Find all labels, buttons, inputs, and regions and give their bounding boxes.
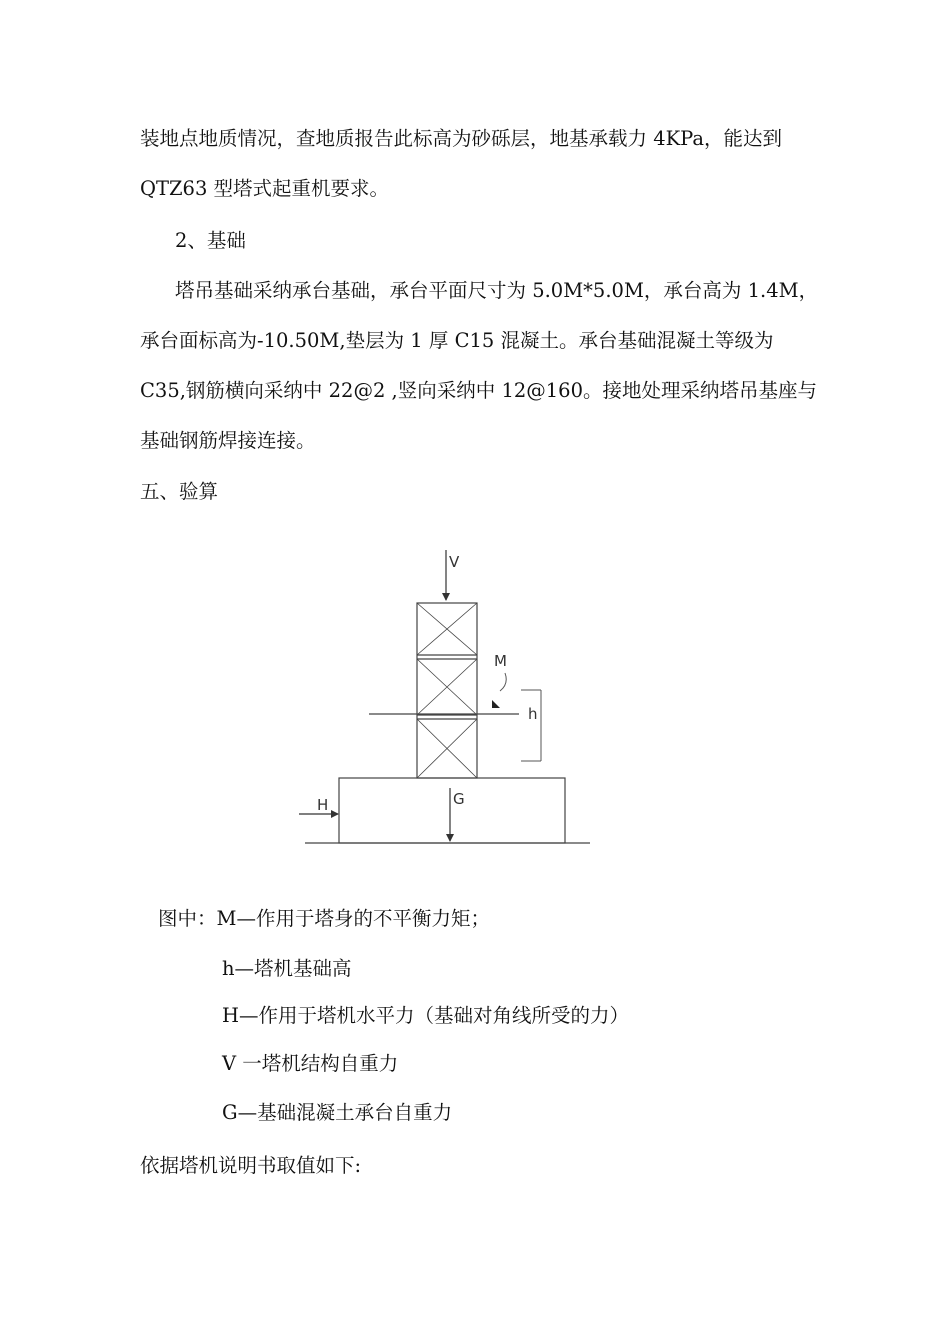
tower-crane-foundation-diagram bbox=[295, 548, 595, 848]
label-h-large: H bbox=[317, 796, 329, 814]
section-heading-foundation: 2、基础 bbox=[175, 229, 246, 252]
legend-item-G: G—基础混凝土承台自重力 bbox=[222, 1101, 453, 1124]
diagram-svg bbox=[295, 548, 595, 848]
section-heading-check: 五、验算 bbox=[140, 480, 219, 503]
paragraph-line: C35,钢筋横向采纳中 22@2 ,竖向采纳中 12@160。接地处理采纳塔吊基座与 bbox=[140, 379, 817, 402]
legend-item-h: h—塔机基础高 bbox=[222, 957, 352, 980]
h-dimension bbox=[521, 690, 541, 761]
paragraph-line: 基础钢筋焊接连接。 bbox=[140, 429, 316, 452]
foundation-cap bbox=[339, 778, 565, 843]
label-v: V bbox=[449, 553, 460, 571]
label-m: M bbox=[494, 652, 507, 670]
closing-line: 依据塔机说明书取值如下: bbox=[140, 1154, 362, 1177]
legend-item-H: H—作用于塔机水平力（基础对角线所受的力） bbox=[222, 1004, 630, 1027]
moment-curve bbox=[500, 673, 506, 691]
tower-mast bbox=[417, 603, 477, 778]
paragraph-line: 装地点地质情况，查地质报告此标高为砂砾层，地基承载力 4KPa，能达到 bbox=[140, 127, 783, 150]
legend-intro: 图中：M—作用于塔身的不平衡力矩； bbox=[158, 907, 490, 930]
paragraph-line: 塔吊基础采纳承台基础，承台平面尺寸为 5.0M*5.0M，承台高为 1.4M， bbox=[175, 279, 819, 302]
paragraph-line: 承台面标高为-10.50M,垫层为 1 厚 C15 混凝土。承台基础混凝土等级为 bbox=[140, 329, 774, 352]
legend-item-V: V 一塔机结构自重力 bbox=[222, 1052, 399, 1075]
label-g: G bbox=[453, 790, 465, 808]
label-h-small: h bbox=[528, 705, 538, 723]
moment-arrow-icon bbox=[492, 700, 500, 708]
paragraph-line: QTZ63 型塔式起重机要求。 bbox=[140, 177, 390, 200]
